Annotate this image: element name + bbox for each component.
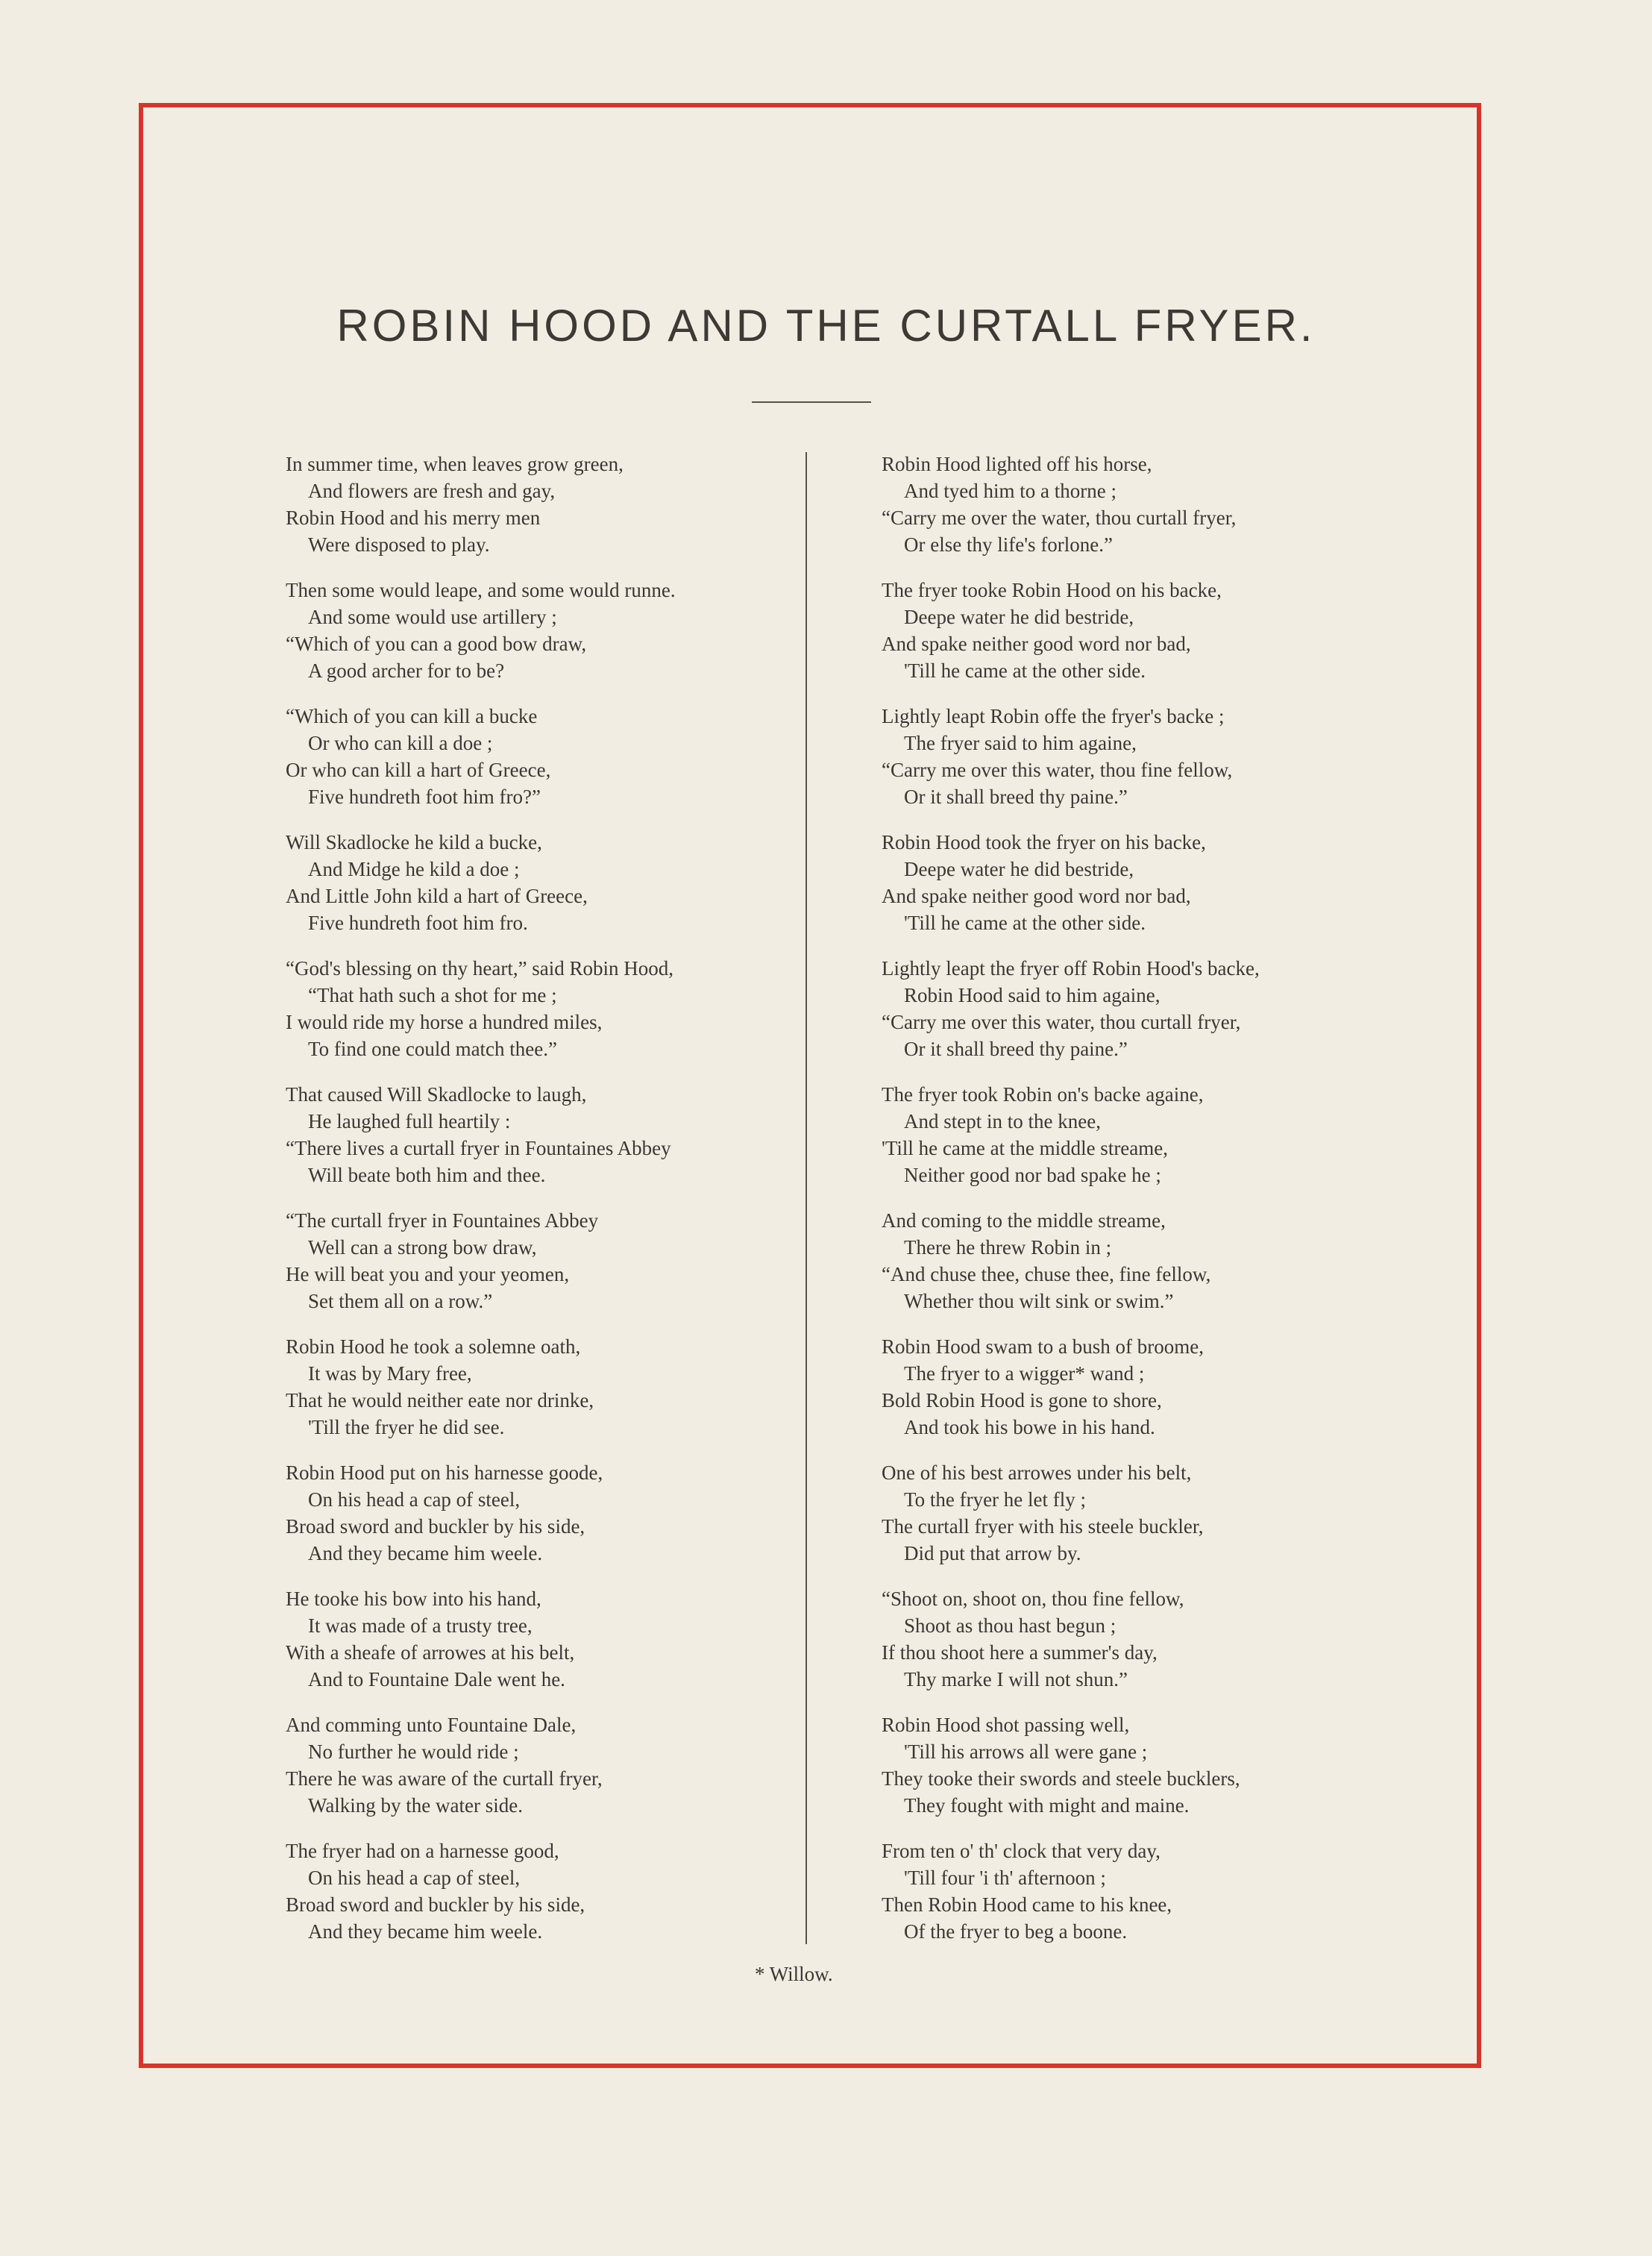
verse-line: One of his best arrowes under his belt,	[882, 1461, 1192, 1484]
verse-line: And tyed him to a thorne ;	[904, 480, 1116, 502]
verse-line: And Midge he kild a doe ;	[308, 858, 520, 880]
verse-line: In summer time, when leaves grow green,	[286, 453, 624, 475]
stanza	[286, 1207, 823, 1333]
verse-line: It was made of a trusty tree,	[308, 1614, 533, 1637]
stanza	[286, 703, 823, 829]
verse-line: With a sheafe of arrowes at his belt,	[286, 1641, 575, 1664]
title-rule	[752, 401, 871, 403]
verse-line: And spake neither good word nor bad,	[882, 885, 1191, 907]
verse-line: Then Robin Hood came to his knee,	[882, 1893, 1172, 1916]
verse-line: “Shoot on, shoot on, thou fine fellow,	[882, 1588, 1184, 1610]
verse-line: 'Till he came at the other side.	[904, 659, 1146, 682]
verse-line: Robin Hood took the fryer on his backe,	[882, 831, 1206, 853]
verse-line: If thou shoot here a summer's day,	[882, 1641, 1158, 1664]
verse-line: Will Skadlocke he kild a bucke,	[286, 831, 542, 853]
stanza	[882, 955, 1433, 1081]
verse-line: The curtall fryer with his steele buckler,	[882, 1515, 1204, 1538]
stanza	[882, 1333, 1433, 1459]
verse-line: Or who can kill a hart of Greece,	[286, 759, 551, 781]
verse-line: “Carry me over this water, thou fine fellow,	[882, 759, 1233, 781]
stanza	[882, 577, 1433, 703]
verse-line: And coming to the middle streame,	[882, 1209, 1166, 1232]
verse-line: Robin Hood lighted off his horse,	[882, 453, 1152, 475]
verse-line: “And chuse thee, chuse thee, fine fellow,	[882, 1263, 1211, 1285]
verse-line: That he would neither eate nor drinke,	[286, 1389, 594, 1411]
stanza	[286, 451, 823, 577]
verse-line: Were disposed to play.	[308, 533, 490, 556]
verse-line: And comming unto Fountaine Dale,	[286, 1714, 577, 1736]
verse-line: He laughed full heartily :	[308, 1110, 511, 1132]
verse-line: Neither good nor bad spake he ;	[904, 1164, 1161, 1186]
verse-line: Walking by the water side.	[308, 1794, 523, 1817]
verse-line: No further he would ride ;	[308, 1740, 519, 1763]
verse-line: He tooke his bow into his hand,	[286, 1588, 541, 1610]
verse-line: They tooke their swords and steele bucklers,	[882, 1767, 1240, 1790]
left-column	[286, 451, 823, 1964]
verse-line: 'Till he came at the middle streame,	[882, 1137, 1169, 1159]
verse-line: Set them all on a row.”	[308, 1290, 493, 1312]
verse-line: There he threw Robin in ;	[904, 1236, 1112, 1259]
verse-line: There he was aware of the curtall fryer,	[286, 1767, 603, 1790]
stanza	[882, 1585, 1433, 1711]
verse-line: 'Till the fryer he did see.	[308, 1416, 505, 1438]
verse-line: “The curtall fryer in Fountaines Abbey	[286, 1209, 599, 1232]
verse-line: A good archer for to be?	[308, 659, 505, 682]
verse-line: Robin Hood shot passing well,	[882, 1714, 1130, 1736]
verse-line: “There lives a curtall fryer in Fountaines Abbey	[286, 1137, 671, 1159]
verse-line: Deepe water he did bestride,	[904, 606, 1134, 628]
verse-line: That caused Will Skadlocke to laugh,	[286, 1083, 587, 1106]
verse-line: The fryer tooke Robin Hood on his backe,	[882, 579, 1222, 601]
verse-line: And Little John kild a hart of Greece,	[286, 885, 588, 907]
stanza	[286, 1333, 823, 1459]
verse-line: Robin Hood he took a solemne oath,	[286, 1335, 581, 1358]
poem-title: ROBIN HOOD AND THE CURTALL FRYER.	[336, 301, 1316, 351]
verse-line: He will beat you and your yeomen,	[286, 1263, 570, 1285]
stanza	[882, 1207, 1433, 1333]
verse-line: Bold Robin Hood is gone to shore,	[882, 1389, 1162, 1411]
verse-line: And flowers are fresh and gay,	[308, 480, 556, 502]
verse-line: 'Till his arrows all were gane ;	[904, 1740, 1148, 1763]
stanza	[882, 451, 1433, 577]
verse-line: Whether thou wilt sink or swim.”	[904, 1290, 1174, 1312]
verse-line: And spake neither good word nor bad,	[882, 633, 1191, 655]
verse-line: Well can a strong bow draw,	[308, 1236, 537, 1259]
stanza	[286, 577, 823, 703]
verse-line: Robin Hood put on his harnesse goode,	[286, 1461, 603, 1484]
verse-line: Robin Hood said to him againe,	[904, 984, 1161, 1006]
verse-line: The fryer had on a harnesse good,	[286, 1840, 559, 1862]
verse-line: Or it shall breed thy paine.”	[904, 1038, 1128, 1060]
verse-line: They fought with might and maine.	[904, 1794, 1190, 1817]
verse-line: It was by Mary free,	[308, 1362, 472, 1385]
stanza	[286, 1459, 823, 1585]
verse-line: 'Till he came at the other side.	[904, 912, 1146, 934]
stanza	[286, 955, 823, 1081]
verse-line: Of the fryer to beg a boone.	[904, 1920, 1128, 1943]
verse-line: I would ride my horse a hundred miles,	[286, 1011, 603, 1033]
verse-line: And they became him weele.	[308, 1542, 543, 1564]
verse-line: Will beate both him and thee.	[308, 1164, 546, 1186]
verse-line: On his head a cap of steel,	[308, 1488, 521, 1511]
verse-line: Or it shall breed thy paine.”	[904, 786, 1128, 808]
verse-line: The fryer said to him againe,	[904, 732, 1137, 754]
stanza	[286, 1081, 823, 1207]
stanza	[882, 829, 1433, 955]
verse-line: And to Fountaine Dale went he.	[308, 1668, 565, 1691]
verse-line: And some would use artillery ;	[308, 606, 557, 628]
verse-line: And they became him weele.	[308, 1920, 543, 1943]
verse-line: 'Till four 'i th' afternoon ;	[904, 1867, 1106, 1889]
stanza	[286, 829, 823, 955]
footnote: * Willow.	[755, 1963, 833, 1985]
stanza	[882, 1711, 1433, 1837]
verse-line: “That hath such a shot for me ;	[308, 984, 557, 1006]
verse-line: Robin Hood and his merry men	[286, 507, 541, 529]
stanza	[882, 1459, 1433, 1585]
verse-line: “Carry me over this water, thou curtall fryer,	[882, 1011, 1241, 1033]
verse-line: Or else thy life's forlone.”	[904, 533, 1114, 556]
verse-line: Broad sword and buckler by his side,	[286, 1515, 585, 1538]
verse-line: Robin Hood swam to a bush of broome,	[882, 1335, 1204, 1358]
stanza	[286, 1711, 823, 1837]
verse-line: Or who can kill a doe ;	[308, 732, 493, 754]
right-column	[882, 451, 1433, 1964]
verse-line: “Which of you can kill a bucke	[286, 705, 538, 727]
verse-line: The fryer took Robin on's backe againe,	[882, 1083, 1204, 1106]
verse-line: From ten o' th' clock that very day,	[882, 1840, 1161, 1862]
verse-line: And stept in to the knee,	[904, 1110, 1101, 1132]
verse-line: Did put that arrow by.	[904, 1542, 1081, 1564]
verse-line: Five hundreth foot him fro.	[308, 912, 528, 934]
verse-line: Five hundreth foot him fro?”	[308, 786, 541, 808]
stanza	[882, 1081, 1433, 1207]
verse-line: To the fryer he let fly ;	[904, 1488, 1087, 1511]
verse-line: Lightly leapt Robin offe the fryer's backe ;	[882, 705, 1225, 727]
verse-line: Lightly leapt the fryer off Robin Hood's backe,	[882, 957, 1260, 980]
stanza	[882, 1837, 1433, 1964]
verse-line: Then some would leape, and some would runne.	[286, 579, 676, 601]
verse-line: And took his bowe in his hand.	[904, 1416, 1155, 1438]
verse-line: Thy marke I will not shun.”	[904, 1668, 1128, 1691]
verse-line: “Which of you can a good bow draw,	[286, 633, 587, 655]
verse-line: “God's blessing on thy heart,” said Robin Hood,	[286, 957, 674, 980]
stanza	[882, 703, 1433, 829]
verse-line: Deepe water he did bestride,	[904, 858, 1134, 880]
verse-line: “Carry me over the water, thou curtall fryer,	[882, 507, 1237, 529]
verse-line: To find one could match thee.”	[308, 1038, 557, 1060]
stanza	[286, 1585, 823, 1711]
verse-line: The fryer to a wigger* wand ;	[904, 1362, 1145, 1385]
stanza	[286, 1837, 823, 1964]
verse-line: Shoot as thou hast begun ;	[904, 1614, 1116, 1637]
verse-line: On his head a cap of steel,	[308, 1867, 521, 1889]
verse-line: Broad sword and buckler by his side,	[286, 1893, 585, 1916]
